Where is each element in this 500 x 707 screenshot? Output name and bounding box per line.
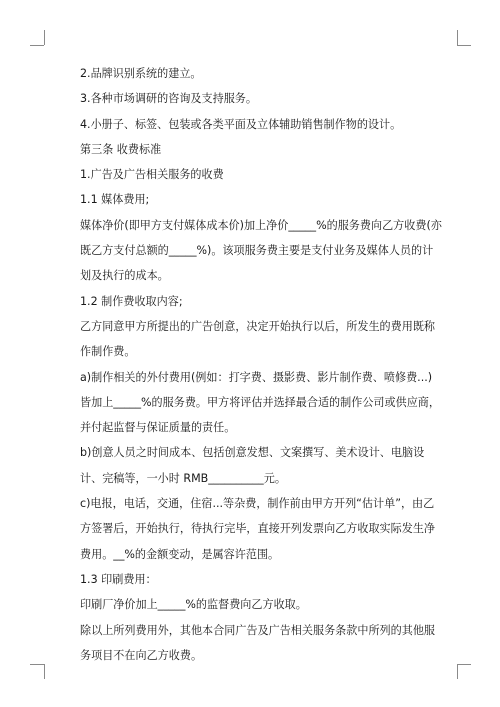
paragraph-item-a: a)制作相关的外付费用(例如：打字费、摄影费、影片制作费、喷修费...)皆加上_____%的服务费。甲方将评估并选择最合适的制作公司或供应商，并付起监督与保证质量的责任。 bbox=[80, 370, 440, 435]
crop-mark-bottom-left-vertical bbox=[44, 664, 45, 679]
section-heading-article-3: 第三条 收费标准 bbox=[80, 142, 162, 156]
crop-mark-bottom-right bbox=[457, 664, 471, 665]
crop-mark-bottom-right-vertical bbox=[457, 664, 458, 679]
subsection-heading-1-1: 1.1 媒体费用; bbox=[80, 193, 150, 207]
paragraph-item-4: 4.小册子、标签、包装或各类平面及立体辅助销售制作物的设计。 bbox=[80, 117, 402, 131]
subsection-heading-1: 1.广告及广告相关服务的收费 bbox=[80, 168, 224, 182]
subsection-heading-1-2: 1.2 制作费收取内容; bbox=[80, 294, 183, 308]
crop-mark-top-left bbox=[30, 45, 44, 46]
crop-mark-top-left-vertical bbox=[44, 30, 45, 45]
subsection-heading-1-3: 1.3 印刷费用： bbox=[80, 572, 157, 586]
paragraph-item-3: 3.各种市场调研的咨询及支持服务。 bbox=[80, 92, 257, 106]
paragraph-item-c: c)电报，电话，交通，住宿...等杂费，制作前由甲方开列“估计单”，由乙方签署后，开始执行，待执行完毕，直接开列发票向乙方收取实际发生净费用。__%的金额变动，是属容许范围。 bbox=[80, 497, 436, 561]
paragraph-item-2: 2.品牌识别系统的建立。 bbox=[80, 67, 202, 80]
paragraph-production-fee: 乙方同意甲方所提出的广告创意，决定开始执行以后，所发生的费用既称作制作费。 bbox=[80, 319, 436, 359]
paragraph-printing-fee: 印刷厂净价加上_____%的监督费向乙方收取。 bbox=[80, 598, 307, 612]
crop-mark-top-right bbox=[457, 45, 471, 46]
paragraph-item-b: b)创意人员之时间成本、包括创意发想、文案撰写、美术设计、电脑设计、完稿等，一小时 RMB__________元。 bbox=[80, 446, 425, 485]
document-body bbox=[80, 61, 442, 668]
paragraph-other-services: 除以上所列费用外，其他本合同广告及广告相关服务条款中所列的其他服务项目不在向乙方收费。 bbox=[80, 623, 436, 662]
paragraph-media-fee: 媒体净价(即甲方支付媒体成本价)加上净价_____%的服务费向乙方收费(亦既乙方支付总额的_____%)。该项服务费主要是支付业务及媒体人员的计划及执行的成本。 bbox=[80, 218, 442, 283]
crop-mark-top-right-vertical bbox=[457, 30, 458, 45]
crop-mark-bottom-left bbox=[30, 664, 44, 665]
